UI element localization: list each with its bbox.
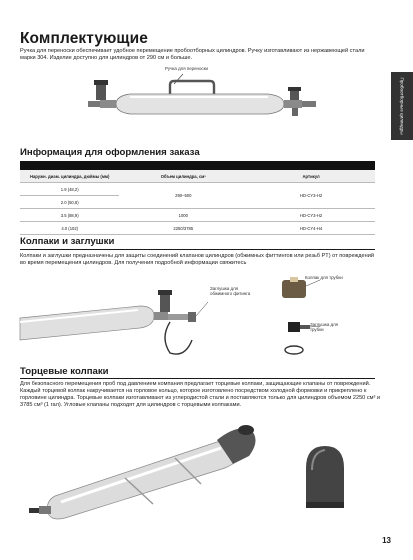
end-caps-heading: Торцевые колпаки — [20, 366, 109, 377]
tube-plug-callout: Заглушка для трубки — [310, 322, 339, 333]
cell-diam: 3.5 (88,9) — [20, 209, 119, 222]
cylinder-with-handle-image — [78, 72, 338, 134]
col-header-volume: Объем цилиндра, см³ — [119, 170, 247, 183]
cell-article: HD-CY4-H4 — [247, 222, 375, 235]
caps-heading: Колпаки и заглушки — [20, 236, 115, 247]
cell-volume: 1000 — [119, 209, 247, 222]
order-table-header-row — [20, 170, 375, 183]
order-table-topbar — [20, 161, 375, 170]
cell-diam: 1.9 (48,2) — [20, 183, 119, 196]
caps-divider — [20, 249, 375, 250]
cylinder-with-end-cap-image — [25, 418, 270, 523]
plug-callout: Заглушка для обжимного фитинга — [210, 286, 251, 297]
end-caps-divider — [20, 378, 375, 379]
table-row — [20, 222, 375, 235]
cell-volume: 290–500 — [119, 183, 247, 209]
col-header-article: Артикул — [247, 170, 375, 183]
cell-volume: 2250/3785 — [119, 222, 247, 235]
col-header-diam: Наружн. диам. цилиндра, дюймы (мм) — [20, 170, 119, 183]
end-caps-text: Для безопасного перемещения проб под давлением компания предлагает торцевые колпаки, защищающие клапаны от повреждений. Каждый торцевой колпак накручивается на горловое кольцо, которое изготовлено посредством холодной формовки и прикреплено к горловине цилиндра. Торцевые колпаки изготавливают из углеродистой стали и поставляются только для цилиндров объемом 2250 см³ и 3785 см³ (1 гал). Угловые клапаны подходят для цилиндров с торцевыми колпаками. — [20, 381, 381, 408]
tube-cap-callout: Колпак для трубки — [305, 275, 343, 280]
intro-text: Ручка для переноски обеспечивает удобное перемещение пробоотборных цилиндров. Ручку изготавливают из нержавеющей стали марки 304. Изделие доступно для цилиндров от 290 см и больше. — [20, 48, 365, 61]
cell-article: HD-CY3-H2 — [247, 209, 375, 222]
section-side-tab — [391, 72, 413, 140]
order-info-heading: Информация для оформления заказа — [20, 147, 200, 158]
table-row — [20, 209, 375, 222]
page-number: 13 — [382, 536, 391, 545]
handle-callout: Ручка для переноски — [165, 66, 208, 71]
caps-text: Колпаки и заглушки предназначены для защиты соединений клапанов цилиндров (обжимных фиттингов или резьб PT) от повреждений во время перемещения цилиндров. Для получения подробной информации свяжитесь — [20, 253, 374, 266]
tube-cap-image — [268, 270, 358, 370]
page-title: Комплектующие — [20, 30, 148, 47]
table-row — [20, 183, 375, 196]
cell-diam: 2.0 (50,8) — [20, 196, 119, 209]
cell-diam: 4.0 (102) — [20, 222, 119, 235]
end-cap-image — [300, 440, 350, 516]
order-table — [20, 170, 375, 235]
cell-article: HD-CY3-H2 — [247, 183, 375, 209]
cylinder-with-plug-image — [20, 278, 220, 360]
section-side-tab-label: Пробоотборные цилиндры — [399, 77, 405, 135]
